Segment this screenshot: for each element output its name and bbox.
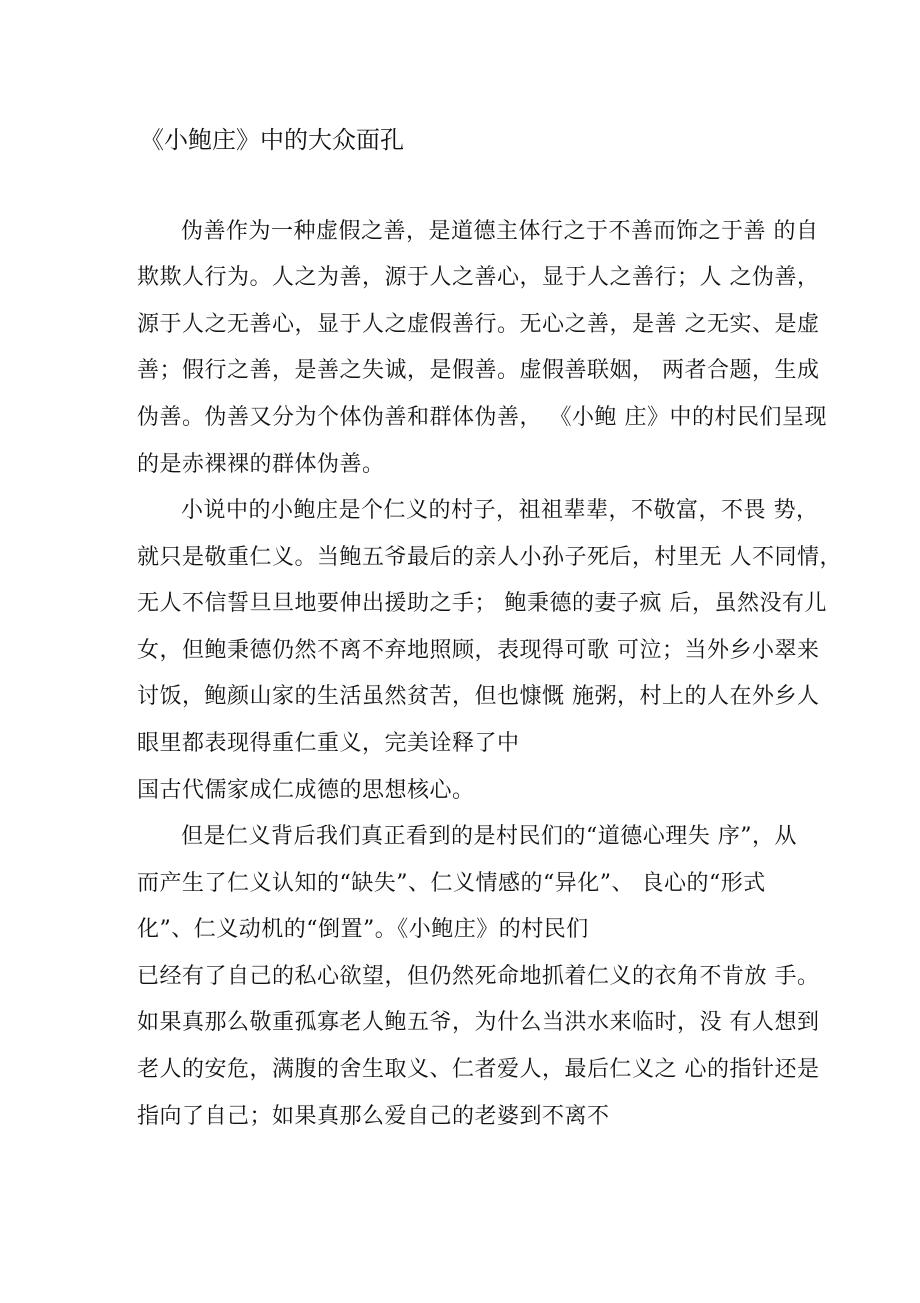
text-line: 如果真那么敬重孤寡老人鲍五爷，为什么当洪水来临时，没 有人想到 [137,1010,820,1035]
text-line: 已经有了自己的私心欲望，但仍然死命地抓着仁义的衣角不肯放 手。 [137,964,820,989]
text-line: 无人不信誓旦旦地要伸出援助之手； 鲍秉德的妻子疯 后，虽然没有儿 [137,591,827,616]
text-line: 而产生了仁义认知的“缺失”、仁义情感的“异化”、 良心的“形式 [137,871,766,896]
text-line: 眼里都表现得重仁重义，完美诠释了中 [137,731,520,756]
text-line: 老人的安危，满腹的舍生取义、仁者爱人，最后仁义之 心的指针还是 [137,1057,820,1082]
text-line: 的是赤裸裸的群体伪善。 [137,452,385,477]
text-line: 伪善。伪善又分为个体伪善和群体伪善， 《小鲍 庄》中的村民们呈现 [137,405,827,430]
text-line: 欺欺人行为。人之为善，源于人之善心，显于人之善行；人 之伪善， [137,265,820,290]
text-line: 小说中的小鲍庄是个仁义的村子，祖祖辈辈，不敬富，不畏 势， [181,498,819,523]
document-title: 《小鲍庄》中的大众面孔 [140,126,404,154]
text-line: 国古代儒家成仁成德的思想核心。 [137,778,475,803]
text-line: 源于人之无善心，显于人之虚假善行。无心之善，是善 之无实、是虚 [137,312,820,337]
text-line: 讨饭，鲍颜山家的生活虽然贫苦，但也慷慨 施粥，村上的人在外乡人 [137,684,820,709]
text-line: 化”、仁义动机的“倒置”。《小鲍庄》的村民们 [137,917,589,942]
text-line: 伪善作为一种虚假之善，是道德主体行之于不善而饰之于善 的自 [181,219,819,244]
text-line: 但是仁义背后我们真正看到的是村民们的“道德心理失 序”，从 [181,824,797,849]
text-line: 女，但鲍秉德仍然不离不弃地照顾，表现得可歌 可泣；当外乡小翠来 [137,638,820,663]
text-line: 指向了自己；如果真那么爱自己的老婆到不离不 [137,1104,610,1129]
text-line: 就只是敬重仁义。当鲍五爷最后的亲人小孙子死后，村里无 人不同情， [137,545,842,570]
text-line: 善；假行之善，是善之失诚，是假善。虚假善联姻， 两者合题，生成 [137,358,820,383]
